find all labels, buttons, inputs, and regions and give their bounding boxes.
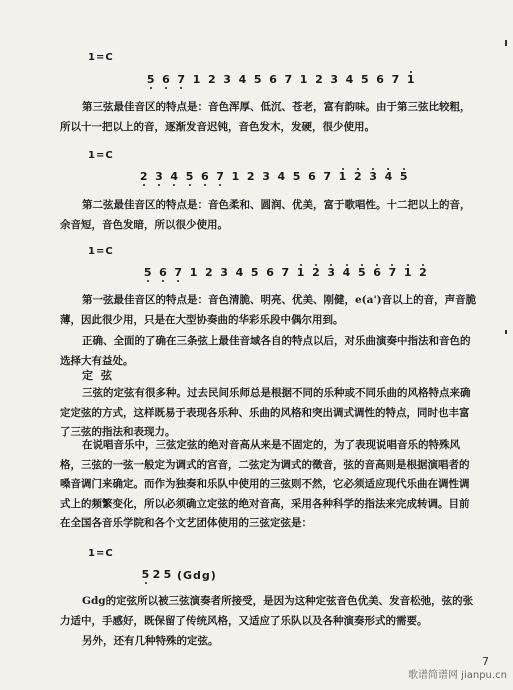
jianpu-note: 1 (192, 73, 201, 86)
jianpu-note: 7 (174, 73, 189, 87)
jianpu-note: 5 (253, 73, 262, 86)
jianpu-note: 5 (396, 170, 411, 184)
jianpu-note: 4 (345, 73, 354, 86)
key-signature-tuning: 1=C (88, 548, 114, 559)
jianpu-note: 2 (415, 266, 430, 280)
jianpu-note: 2 (208, 73, 216, 86)
jianpu-note: 7 (284, 73, 293, 86)
jianpu-note: 6 (369, 266, 384, 280)
jianpu-note: 5 (360, 73, 369, 86)
paragraph-gdg-tuning: Gdg的定弦所以被三弦演奏者所接受，是因为这种定弦音色优美、发音松弛，弦的张力适中，手感好，既保留了传统风格，又适应了乐队以及各种演奏形式的需要。 (60, 595, 474, 627)
jianpu-note: 4 (277, 170, 286, 183)
jianpu-note: 1 (299, 73, 308, 86)
jianpu-note: 7 (171, 266, 186, 280)
jianpu-note: 7 (281, 266, 290, 279)
paragraph-3rd-string: 第三弦最佳音区的特点是：音色浑厚、低沉、苍老，富有韵味。由于第三弦比较粗，所以十一把以上的音，逐渐发音迟钝，音色发木，发硬，很少使用。 (60, 101, 471, 133)
jianpu-note: 5 (141, 568, 150, 581)
tuning-notation (140, 568, 217, 582)
paragraph-tuning-details: 在说唱音乐中，三弦定弦的绝对音高从来是不固定的，为了表现说唱音乐的特殊风格，三弦的一弦一般定为调式的宫音，二弦定为调式的徵音，弦的音高则是根据演唱者的嗓音调门来确定。而作为独奏和乐队中使用的三弦则不然，它必须适应现代乐曲在调性调式上的频繁变化，所以必须确立定弦的绝对音高，采用各种科学的指法来完成转调。目前在全国各音乐学院和各个文艺团体使用的三弦定弦是： (60, 439, 470, 529)
jianpu-note: 3 (220, 266, 228, 279)
jianpu-note: 2 (136, 170, 151, 184)
jianpu-note: 4 (238, 73, 247, 86)
jianpu-note: 6 (308, 170, 316, 183)
jianpu-note: 5 (140, 266, 155, 280)
jianpu-note: 6 (266, 266, 274, 279)
jianpu-note: 2 (350, 170, 365, 184)
jianpu-note: 2 (205, 266, 213, 279)
jianpu-note: 2 (152, 568, 161, 581)
jianpu-note: 4 (235, 266, 244, 279)
jianpu-note: 5 (143, 73, 158, 87)
paragraph-1st-string: 第一弦最佳音区的特点是：音色清脆、明亮、优美、刚健，e(a')音以上的音，声音脆薄，因此很少用，只是在大型协奏曲的华彩乐段中偶尔用到。 (60, 294, 477, 326)
key-signature-2nd: 1=C (88, 150, 114, 161)
jianpu-note: 6 (376, 73, 384, 86)
jianpu-note: 7 (385, 266, 400, 280)
jianpu-note: 3 (365, 170, 380, 184)
jianpu-note: 1 (335, 170, 350, 184)
jianpu-note: 3 (223, 73, 231, 86)
site-watermark: 歌谱简谱网 jianpu.cn (408, 670, 507, 681)
jianpu-note: 1 (293, 266, 308, 280)
scan-edge-mark (505, 40, 507, 46)
paragraph-summary: 正确、全面的了确在三条弦上最佳音域各自的特点以后，对乐曲演奏中指法和音色的选择大有益处。 (60, 335, 471, 367)
jianpu-note: 4 (339, 266, 354, 280)
jianpu-note: 4 (381, 170, 396, 184)
jianpu-note: 5 (250, 266, 259, 279)
tuning-label: (Gdg) (177, 568, 217, 582)
jianpu-note: 4 (167, 170, 182, 184)
jianpu-note: 5 (163, 568, 172, 581)
range-notes-2nd (136, 170, 411, 184)
paragraph-2nd-string: 第二弦最佳音区的特点是：音色柔和、圆润、优美，富于歌唱性。十二把以上的音，余音短，音色发暗，所以很少使用。 (60, 199, 471, 231)
jianpu-note: 6 (197, 170, 212, 184)
jianpu-note: 6 (155, 266, 170, 280)
paragraph-special-tunings: 另外，还有几种特殊的定弦。 (82, 635, 219, 647)
tuning-notes (140, 568, 173, 582)
jianpu-note: 6 (269, 73, 277, 86)
jianpu-note: 7 (323, 170, 332, 183)
page-number: 7 (482, 655, 489, 668)
jianpu-note: 2 (246, 170, 255, 183)
scan-edge-mark (505, 330, 507, 334)
jianpu-note: 5 (354, 266, 369, 280)
key-signature-3rd: 1=C (88, 52, 114, 63)
range-notes-3rd (143, 73, 418, 87)
jianpu-note: 3 (324, 266, 339, 280)
jianpu-note: 2 (308, 266, 323, 280)
jianpu-note: 7 (391, 73, 400, 86)
jianpu-note: 1 (403, 73, 418, 87)
jianpu-note: 7 (212, 170, 227, 184)
jianpu-note: 1 (189, 266, 198, 279)
jianpu-note: 5 (292, 170, 301, 183)
jianpu-note: 3 (262, 170, 270, 183)
jianpu-note: 6 (158, 73, 173, 87)
range-notes-1st (140, 266, 431, 280)
jianpu-note: 1 (400, 266, 415, 280)
key-signature-1st: 1=C (88, 246, 114, 257)
paragraph-tuning-intro: 三弦的定弦有很多种。过去民间乐师总是根据不同的乐种或不同乐曲的风格特点来确定定弦的方式，这样既易于表现各乐种、乐曲的风格和突出调式调性的特点，同时也丰富了三弦的指法和表现力。 (60, 387, 471, 438)
jianpu-note: 3 (330, 73, 339, 86)
jianpu-note: 2 (315, 73, 323, 86)
jianpu-note: 1 (231, 170, 240, 183)
heading-tuning: 定弦 (82, 369, 120, 382)
jianpu-note: 5 (182, 170, 197, 184)
jianpu-note: 3 (151, 170, 166, 184)
